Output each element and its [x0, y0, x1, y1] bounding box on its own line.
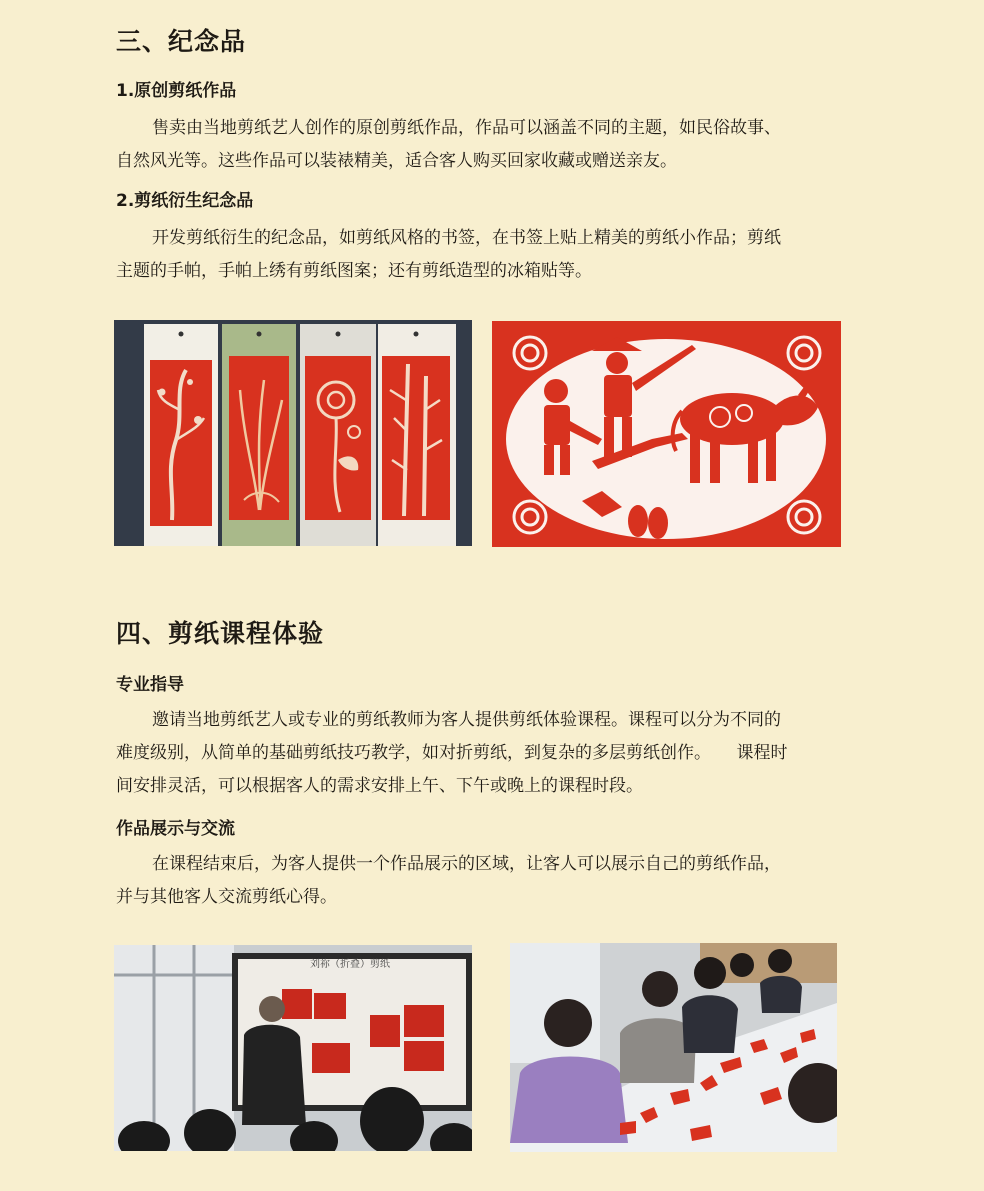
paragraph-line: 主题的手帕，手帕上绣有剪纸图案；还有剪纸造型的冰箱贴等。: [116, 261, 592, 281]
paragraph-line: 自然风光等。这些作品可以装裱精美，适合客人购买回家收藏或赠送亲友。: [116, 151, 677, 171]
section-4-title: 四、剪纸课程体验: [116, 619, 325, 648]
subsection-professional-guidance-heading: 专业指导: [116, 675, 184, 695]
classroom-lecture-photo: [114, 945, 472, 1151]
professional-guidance-paragraph: [116, 704, 868, 803]
papercut-workshop-photo: [510, 943, 837, 1152]
subsection-original-papercut-heading: 1.原创剪纸作品: [116, 81, 237, 101]
papercut-bookmarks-photo: [114, 320, 472, 546]
paragraph-line: 在课程结束后，为客人提供一个作品展示的区域，让客人可以展示自己的剪纸作品，: [152, 854, 781, 874]
original-papercut-paragraph: [116, 112, 868, 178]
exhibition-exchange-paragraph: [116, 848, 868, 914]
paragraph-line: 售卖由当地剪纸艺人创作的原创剪纸作品，作品可以涵盖不同的主题，如民俗故事、: [152, 118, 781, 138]
section-3-title: 三、纪念品: [116, 27, 247, 56]
subsection-exhibition-exchange-heading: 作品展示与交流: [116, 819, 235, 839]
slide-title: 刘祢（折叠）剪纸: [310, 959, 390, 970]
paragraph-line: 并与其他客人交流剪纸心得。: [116, 887, 337, 907]
paragraph-line: 开发剪纸衍生的纪念品，如剪纸风格的书签，在书签上贴上精美的剪纸小作品；剪纸: [152, 228, 781, 248]
derivative-souvenirs-paragraph: [116, 222, 868, 288]
paragraph-line: 难度级别，从简单的基础剪纸技巧教学，如对折剪纸，到复杂的多层剪纸创作。 课程时: [116, 743, 788, 763]
paragraph-line: 邀请当地剪纸艺人或专业的剪纸教师为客人提供剪纸体验课程。课程可以分为不同的: [152, 710, 781, 730]
ox-plowing-papercut-image: [492, 321, 841, 547]
subsection-derivative-souvenirs-heading: 2.剪纸衍生纪念品: [116, 191, 254, 211]
paragraph-line: 间安排灵活，可以根据客人的需求安排上午、下午或晚上的课程时段。: [116, 776, 643, 796]
